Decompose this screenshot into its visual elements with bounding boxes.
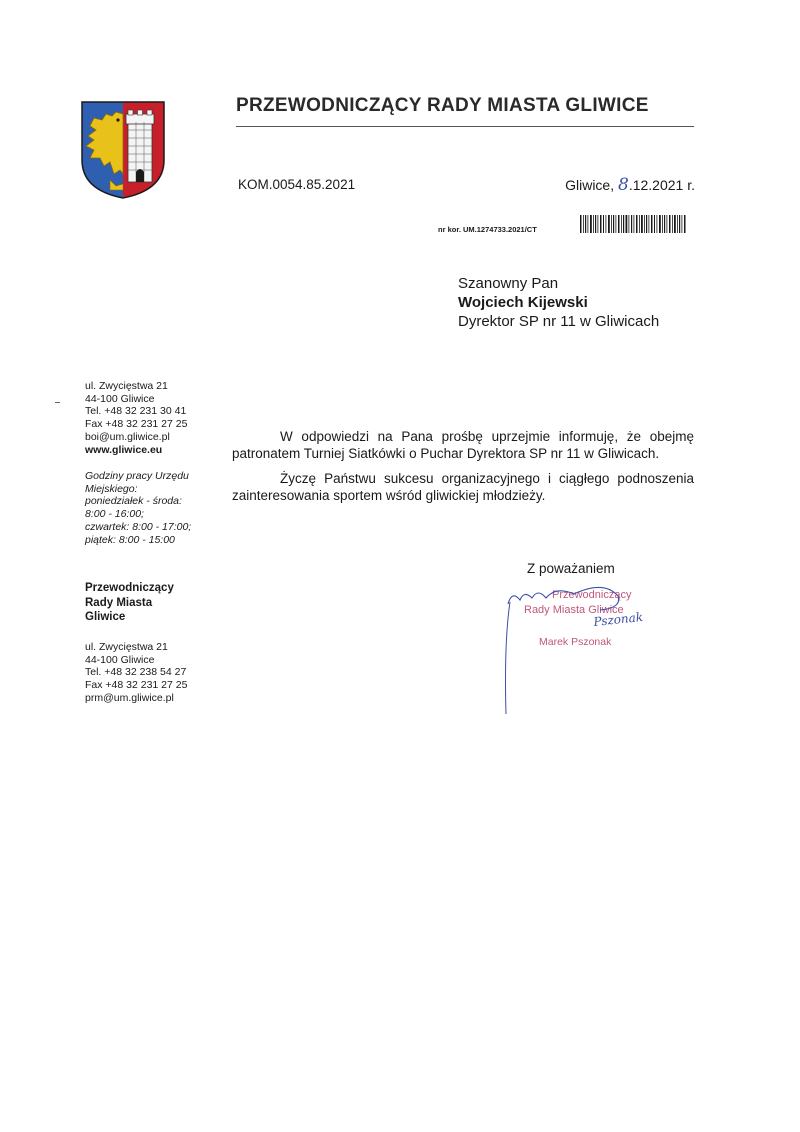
- signature-stamp: [494, 582, 694, 714]
- chairman-phone: Tel. +48 32 238 54 27: [85, 666, 187, 679]
- office-phone: Tel. +48 32 231 30 41: [85, 405, 187, 418]
- handwritten-name: Pszonak: [592, 609, 644, 629]
- office-address-line: ul. Zwycięstwa 21: [85, 380, 168, 392]
- chairman-title-line: Rady Miasta: [85, 596, 153, 609]
- date-rest: .12.2021 r.: [628, 177, 695, 193]
- recipient-block: [458, 274, 659, 331]
- chairman-fax: Fax +48 32 231 27 25: [85, 679, 188, 692]
- office-address-line: 44-100 Gliwice: [85, 392, 155, 405]
- chairman-title-line: Gliwice: [85, 611, 126, 623]
- letterhead-title: PRZEWODNICZĄCY RADY MIASTA GLIWICE: [236, 95, 649, 116]
- header-divider: [236, 126, 694, 127]
- recipient-position: Dyrektor SP nr 11 w Gliwicach: [458, 313, 660, 330]
- coat-of-arms-logo: [80, 100, 166, 200]
- office-hours-line: czwartek: 8:00 - 17:00;: [85, 520, 192, 533]
- date-line: [565, 175, 695, 195]
- body-paragraph: W odpowiedzi na Pana prośbę uprzejmie informuję, że obejmę patronatem Turniej Siatkówki o Puchar Dyrektora SP nr 11 w Gliwicach.: [232, 429, 694, 461]
- office-email: boi@um.gliwice.pl: [85, 430, 170, 443]
- chairman-title-block: [85, 581, 174, 625]
- office-fax: Fax +48 32 231 27 25: [85, 418, 188, 431]
- closing-phrase: Z poważaniem: [527, 561, 615, 576]
- case-number: nr kor. UM.1274733.2021/CT: [438, 225, 537, 234]
- office-hours-block: [85, 470, 205, 546]
- chairman-address-line: ul. Zwycięstwa 21: [85, 641, 168, 653]
- date-prefix: Gliwice,: [565, 177, 615, 193]
- chairman-contact-block: [85, 641, 187, 705]
- chairman-email: prm@um.gliwice.pl: [85, 691, 174, 704]
- office-hours-title: Godziny pracy Urzędu Miejskiego:: [85, 470, 189, 495]
- date-day-handwritten: 8: [618, 175, 629, 195]
- recipient-greeting: Szanowny Pan: [458, 275, 559, 292]
- office-hours-line: 8:00 - 16:00;: [85, 508, 144, 521]
- office-website: www.gliwice.eu: [85, 443, 163, 456]
- reference-number: KOM.0054.85.2021: [238, 177, 356, 192]
- office-hours-line: poniedziałek - środa:: [85, 495, 182, 508]
- stamp-name: Marek Pszonak: [539, 636, 612, 648]
- office-hours-line: piątek: 8:00 - 15:00: [85, 533, 175, 546]
- barcode-image: [580, 215, 686, 233]
- fold-mark: [55, 402, 60, 403]
- stamp-council: Rady Miasta Gliwice: [524, 604, 624, 616]
- chairman-title-line: Przewodniczący: [85, 582, 174, 594]
- office-contact-block: [85, 380, 187, 456]
- signature-stroke: [506, 602, 511, 714]
- body-paragraph: Życzę Państwu sukcesu organizacyjnego i ciągłego podnoszenia zainteresowania sportem wśród gliwickiej młodzieży.: [232, 471, 694, 503]
- letter-body: [232, 428, 694, 512]
- chairman-address-line: 44-100 Gliwice: [85, 653, 155, 666]
- stamp-title: Przewodniczący: [552, 589, 632, 601]
- recipient-name: Wojciech Kijewski: [458, 294, 588, 311]
